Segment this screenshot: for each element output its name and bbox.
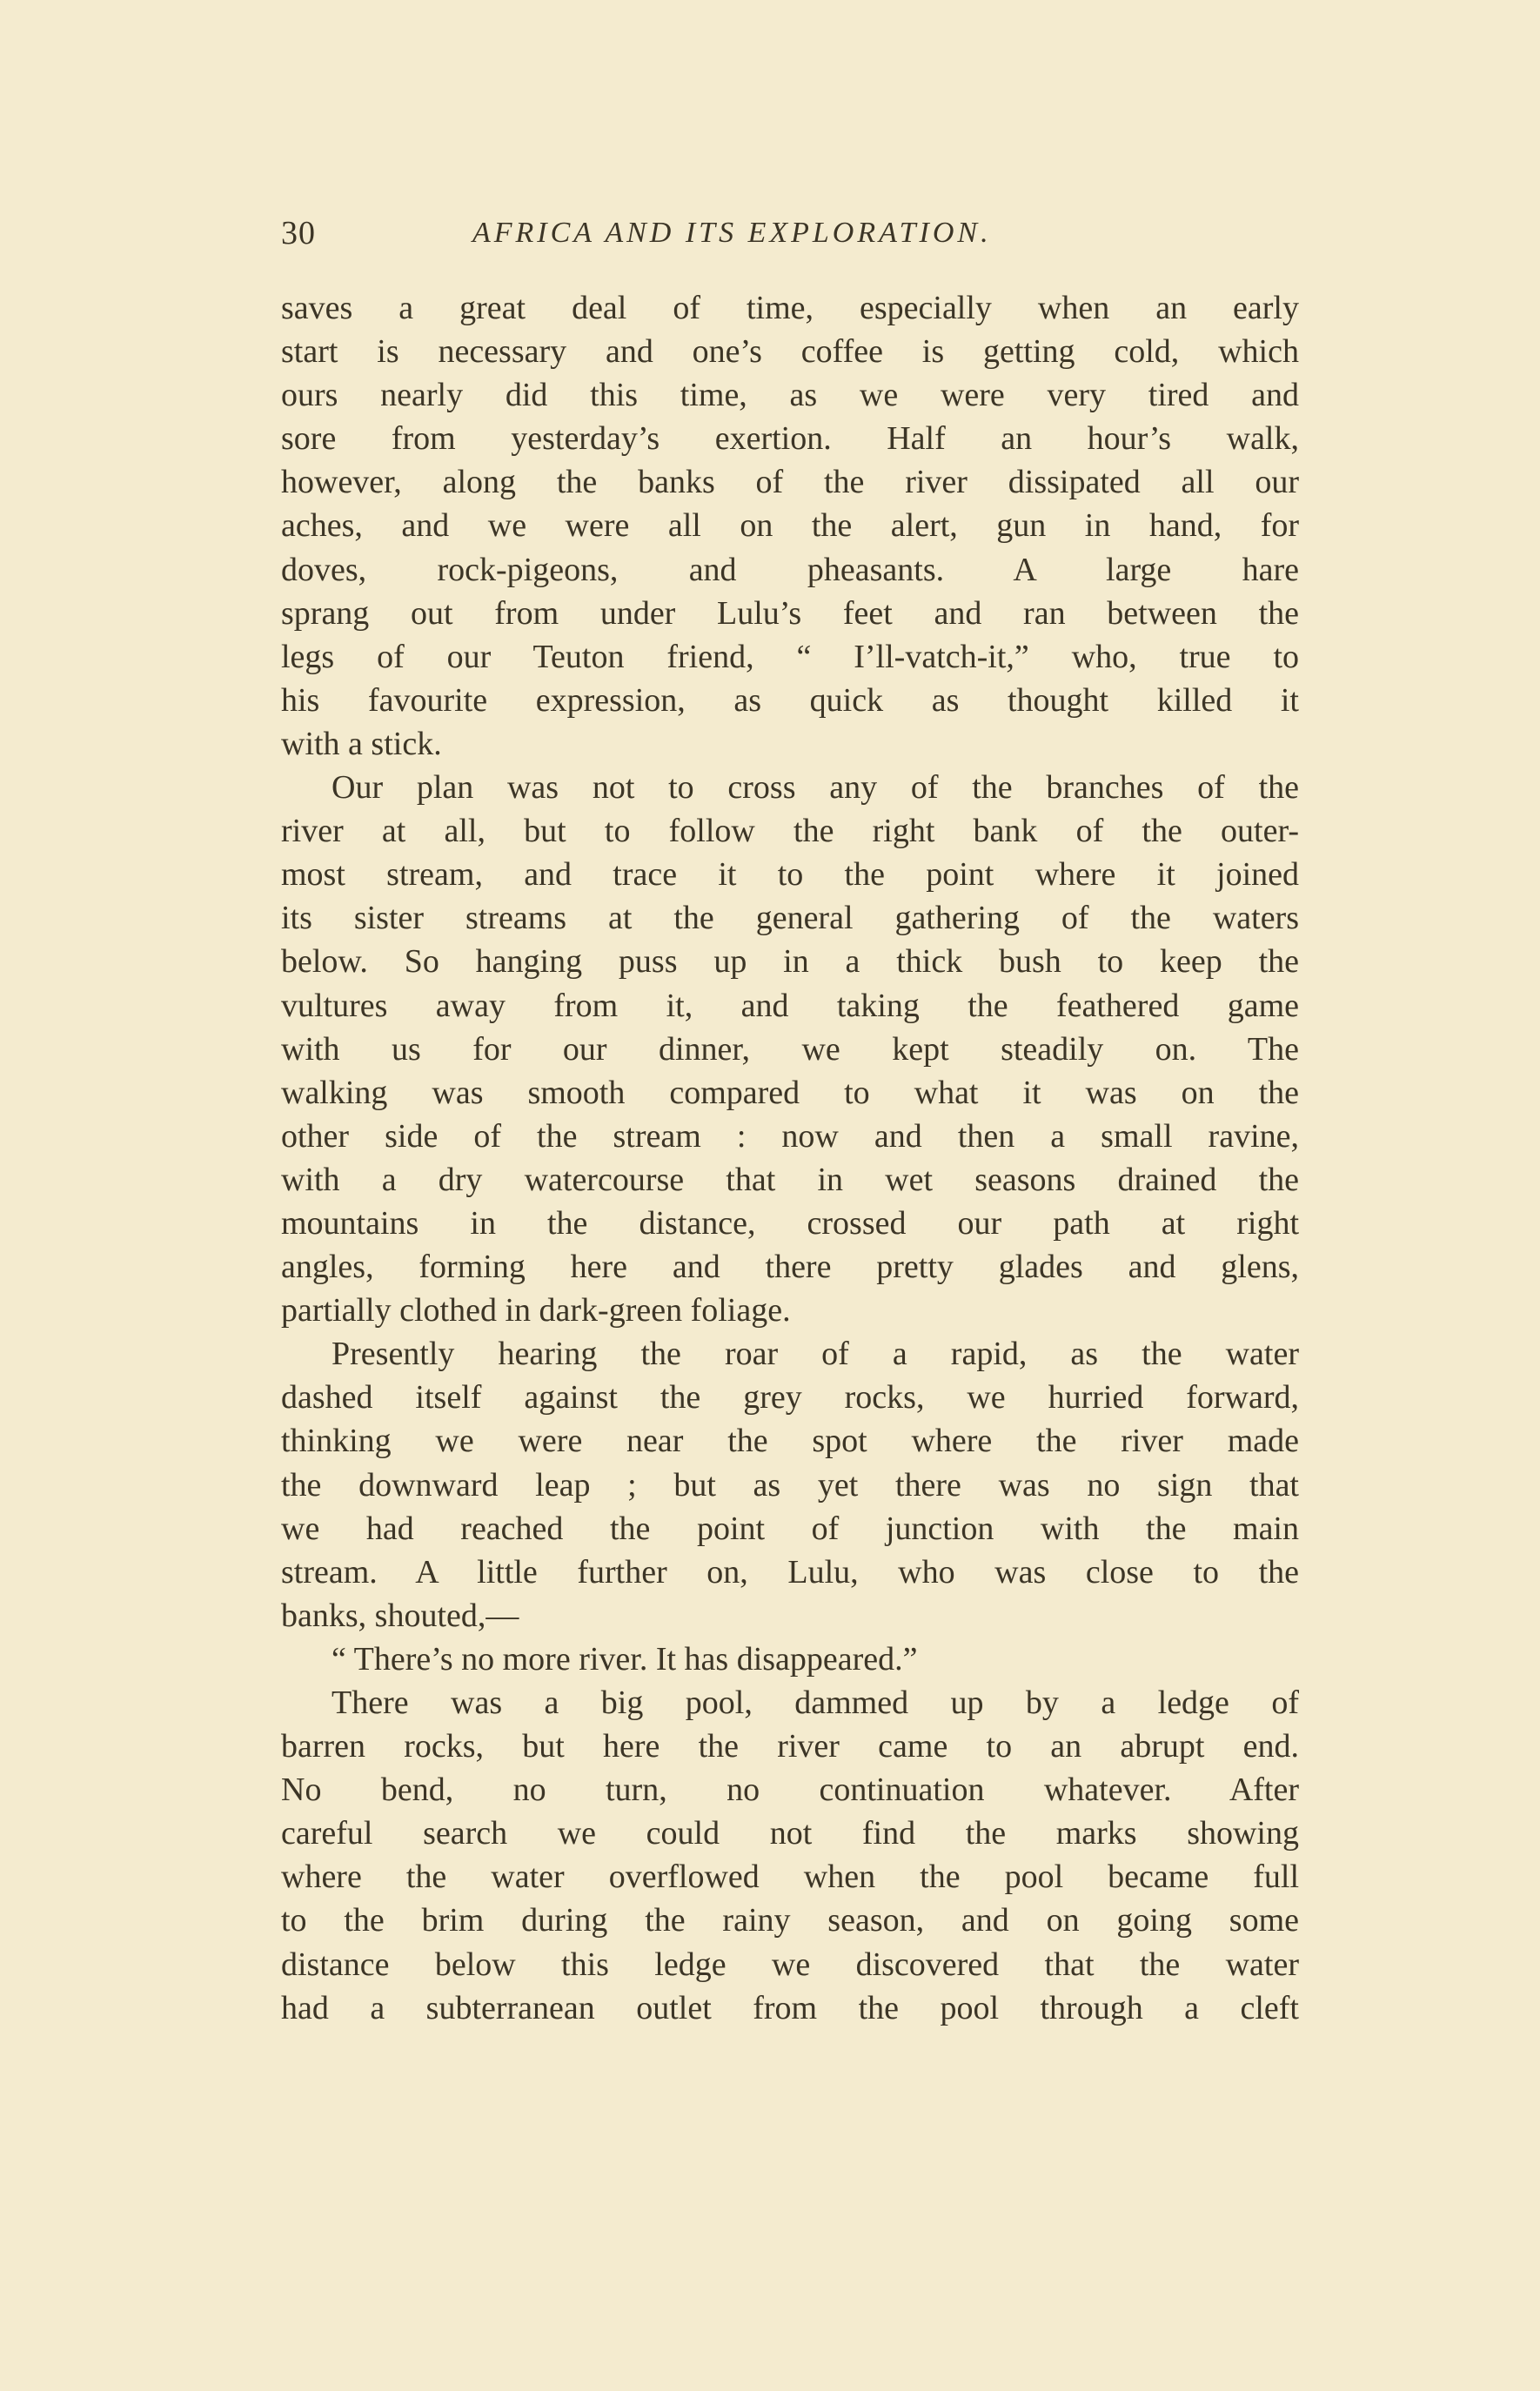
text-line: its sister streams at the general gathering of the waters xyxy=(281,900,1299,937)
text-line: angles, forming here and there pretty glades and glens, xyxy=(281,1249,1299,1286)
text-line: distance below this ledge we discovered that the water xyxy=(281,1946,1299,1983)
text-line: below. So hanging puss up in a thick bush to keep the xyxy=(281,943,1299,981)
text-line: mountains in the distance, crossed our path at right xyxy=(281,1204,1299,1242)
text-line: partially clothed in dark-green foliage. xyxy=(281,1292,791,1329)
text-line: banks, shouted,— xyxy=(281,1597,519,1634)
text-line: Our plan was not to cross any of the branches of the xyxy=(331,769,1299,807)
text-line: other side of the stream : now and then a small ravine, xyxy=(281,1117,1299,1155)
body-text xyxy=(281,286,1299,2030)
text-line: with a stick. xyxy=(281,725,442,762)
page-header xyxy=(281,207,1299,259)
text-line: dashed itself against the grey rocks, we hurried forward, xyxy=(281,1379,1299,1417)
text-line: most stream, and trace it to the point where it joined xyxy=(281,856,1299,894)
text-line: walking was smooth compared to what it was on the xyxy=(281,1074,1299,1111)
text-line: saves a great deal of time, especially when an early xyxy=(281,290,1299,326)
text-line: to the brim during the rainy season, and on going some xyxy=(281,1902,1299,1939)
text-line: Presently hearing the roar of a rapid, as the water xyxy=(331,1336,1299,1373)
text-line: There was a big pool, dammed up by a ledge of xyxy=(331,1684,1299,1721)
text-line: No bend, no turn, no continuation whatever. After xyxy=(281,1771,1299,1809)
text-line: legs of our Teuton friend, “ I’ll-vatch-it,” who, true to xyxy=(281,638,1299,675)
text-line: stream. A little further on, Lulu, who was close to the xyxy=(281,1553,1299,1591)
text-line: doves, rock-pigeons, and pheasants. A large hare xyxy=(281,551,1299,588)
text-line: careful search we could not find the marks showing xyxy=(281,1815,1299,1852)
text-line: had a subterranean outlet from the pool through a cleft xyxy=(281,1989,1299,2026)
text-line: river at all, but to follow the right bank of the outer- xyxy=(281,813,1299,850)
text-line: with a dry watercourse that in wet seasons drained the xyxy=(281,1161,1299,1198)
text-line: vultures away from it, and taking the feathered game xyxy=(281,987,1299,1024)
page-number: 30 xyxy=(281,215,316,251)
text-line: his favourite expression, as quick as thought killed it xyxy=(281,681,1299,719)
text-line: thinking we were near the spot where the river made xyxy=(281,1423,1299,1460)
text-line: sprang out from under Lulu’s feet and ran between the xyxy=(281,594,1299,632)
text-line: aches, and we were all on the alert, gun in hand, for xyxy=(281,507,1299,545)
text-line: start is necessary and one’s coffee is getting cold, which xyxy=(281,333,1299,371)
text-line: sore from yesterday’s exertion. Half an hour’s walk, xyxy=(281,420,1299,458)
text-line: however, along the banks of the river dissipated all our xyxy=(281,464,1299,501)
text-line: barren rocks, but here the river came to an abrupt end. xyxy=(281,1728,1299,1765)
running-title: AFRICA AND ITS EXPLORATION. xyxy=(472,217,992,249)
text-line: we had reached the point of junction with the main xyxy=(281,1510,1299,1547)
text-line: the downward leap ; but as yet there was no sign that xyxy=(281,1466,1299,1504)
text-line: ours nearly did this time, as we were very tired and xyxy=(281,377,1299,414)
text-line: where the water overflowed when the pool became full xyxy=(281,1859,1299,1896)
text-line: with us for our dinner, we kept steadily on. The xyxy=(281,1030,1299,1068)
text-line: “ There’s no more river. It has disappeared.” xyxy=(331,1640,918,1678)
